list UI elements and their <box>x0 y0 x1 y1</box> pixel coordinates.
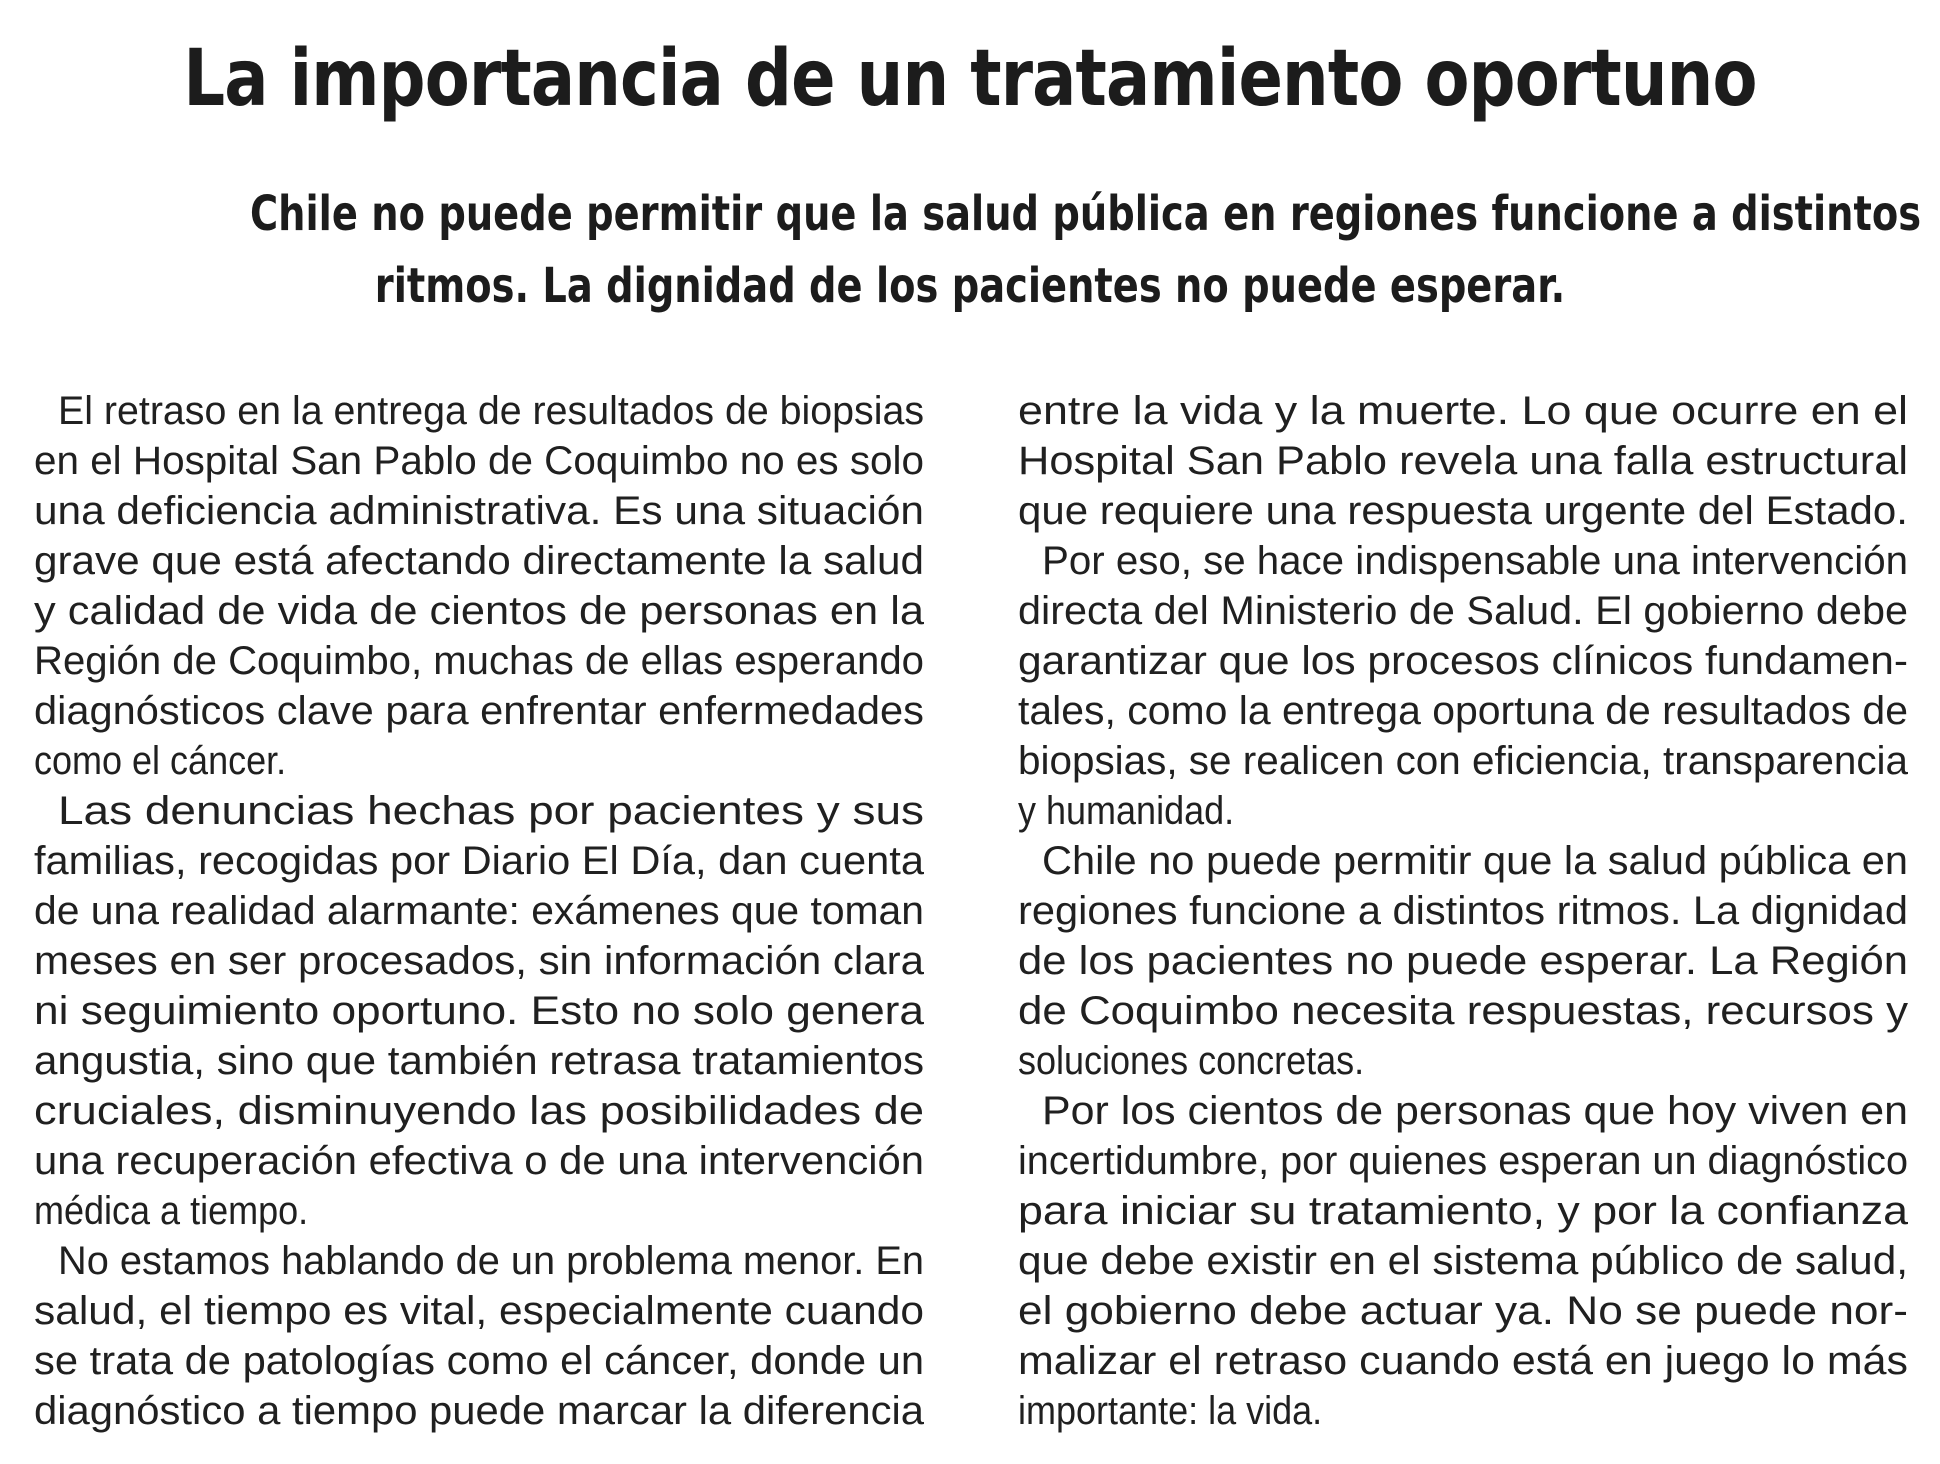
body-text-line-content: soluciones concretas. <box>1018 1039 1365 1083</box>
body-text-line <box>1018 786 1908 836</box>
body-text-line <box>34 936 924 986</box>
body-text-line <box>34 486 924 536</box>
body-text-line <box>1018 586 1908 636</box>
body-text-line-content: de Coquimbo necesita respuestas, recursos y <box>1018 989 1909 1033</box>
body-text-line-content: incertidumbre, por quienes esperan un diagnóstico <box>1018 1139 1908 1183</box>
body-text-line <box>1018 936 1908 986</box>
body-text-line-content: malizar el retraso cuando está en juego lo más <box>1018 1339 1908 1383</box>
body-text-line <box>1018 1336 1908 1386</box>
body-text-line-content: regiones funcione a distintos ritmos. La dignidad <box>1018 889 1908 933</box>
body-text-line <box>1018 486 1908 536</box>
body-text-line-content: de una realidad alarmante: exámenes que toman <box>34 889 924 933</box>
body-text-line-content: cruciales, disminuyendo las posibilidades de <box>34 1089 924 1133</box>
body-text-line <box>1018 1386 1908 1436</box>
body-text-line-content: médica a tiempo. <box>34 1189 309 1233</box>
body-text-line-content: biopsias, se realicen con eficiencia, transparencia <box>1018 739 1909 783</box>
body-text-line-content: de los pacientes no puede esperar. La Región <box>1018 939 1909 983</box>
body-text-line-content: Las denuncias hechas por pacientes y sus <box>58 789 924 833</box>
body-text-line <box>1018 436 1908 486</box>
body-text-line-content: una deficiencia administrativa. Es una situación <box>34 489 924 533</box>
body-text-line <box>34 1136 924 1186</box>
body-text-line <box>34 886 924 936</box>
body-text-line-content: que requiere una respuesta urgente del Estado. <box>1018 489 1908 533</box>
body-text-line-content: diagnósticos clave para enfrentar enfermedades <box>34 689 924 733</box>
body-text-line-content: para iniciar su tratamiento, y por la confianza <box>1018 1189 1908 1233</box>
body-text-line-content: ni seguimiento oportuno. Esto no solo genera <box>34 989 924 1033</box>
body-text-line <box>34 986 924 1036</box>
body-text-line <box>34 436 924 486</box>
body-text-line <box>1018 1236 1908 1286</box>
body-text-line <box>34 536 924 586</box>
body-text-line <box>34 736 924 786</box>
body-text-line-content: directa del Ministerio de Salud. El gobierno debe <box>1018 589 1908 633</box>
body-text-line-content: el gobierno debe actuar ya. No se puede nor- <box>1018 1289 1908 1333</box>
article-subheadline <box>250 178 1922 322</box>
body-text-line-content: grave que está afectando directamente la salud <box>34 539 924 583</box>
body-text-line-content: importante: la vida. <box>1018 1389 1323 1433</box>
body-text-line <box>1018 836 1908 886</box>
body-text-line <box>34 636 924 686</box>
body-text-line <box>1018 636 1908 686</box>
body-text-line-content: No estamos hablando de un problema menor. En <box>58 1239 925 1283</box>
body-text-line-content: Por los cientos de personas que hoy viven en <box>1042 1089 1909 1133</box>
article-headline: La importancia de un tratamiento oportuno <box>183 34 1757 124</box>
body-text-line-content: salud, el tiempo es vital, especialmente cuando <box>34 1289 924 1333</box>
body-text-line-content: garantizar que los procesos clínicos fundamen- <box>1018 639 1909 683</box>
body-text-line-content: que debe existir en el sistema público de salud, <box>1018 1239 1909 1283</box>
body-text-line <box>1018 686 1908 736</box>
body-text-line <box>34 1336 924 1386</box>
body-text-line <box>1018 736 1908 786</box>
body-text-line <box>1018 1036 1908 1086</box>
body-text-line-content: El retraso en la entrega de resultados de biopsias <box>58 389 925 433</box>
body-text-line-content: Hospital San Pablo revela una falla estructural <box>1018 439 1908 483</box>
body-text-line <box>34 1236 924 1286</box>
body-text-line <box>1018 886 1908 936</box>
body-text-line <box>1018 986 1908 1036</box>
body-text-line <box>1018 1136 1908 1186</box>
body-text-line <box>34 786 924 836</box>
body-text-line <box>1018 386 1908 436</box>
body-text-line-content: como el cáncer. <box>34 739 287 783</box>
body-text-line-content: diagnóstico a tiempo puede marcar la diferencia <box>34 1389 925 1433</box>
body-text-line <box>34 686 924 736</box>
body-text-line-content: angustia, sino que también retrasa tratamientos <box>34 1039 925 1083</box>
body-text-line-content: Región de Coquimbo, muchas de ellas esperando <box>34 639 924 683</box>
body-text-line-content: familias, recogidas por Diario El Día, dan cuenta <box>34 839 924 883</box>
body-text-line-content: Chile no puede permitir que la salud pública en <box>1042 839 1908 883</box>
article-column-right <box>1018 386 1908 1436</box>
body-text-line <box>34 1386 924 1436</box>
body-text-line <box>34 1286 924 1336</box>
body-text-line-content: entre la vida y la muerte. Lo que ocurre en el <box>1018 389 1909 433</box>
body-text-line <box>34 1036 924 1086</box>
body-text-line-content: se trata de patologías como el cáncer, donde un <box>34 1339 925 1383</box>
body-text-line-content: Por eso, se hace indispensable una intervención <box>1042 539 1908 583</box>
body-text-line <box>34 386 924 436</box>
body-text-line-content: y calidad de vida de cientos de personas en la <box>34 589 924 633</box>
body-text-line <box>34 1186 924 1236</box>
body-text-line-content: en el Hospital San Pablo de Coquimbo no es solo <box>34 439 925 483</box>
body-text-line <box>34 586 924 636</box>
subheadline-line: Chile no puede permitir que la salud pública en regiones funcione a distintos <box>250 186 1922 242</box>
subheadline-line: ritmos. La dignidad de los pacientes no puede esperar. <box>374 258 1566 314</box>
body-text-line-content: una recuperación efectiva o de una intervención <box>34 1139 925 1183</box>
body-text-line <box>34 1086 924 1136</box>
body-text-line <box>1018 1186 1908 1236</box>
body-text-line <box>1018 536 1908 586</box>
body-text-line-content: meses en ser procesados, sin información clara <box>34 939 925 983</box>
body-text-line-content: y humanidad. <box>1018 789 1235 833</box>
body-text-line <box>1018 1086 1908 1136</box>
body-text-line <box>34 836 924 886</box>
article-column-left <box>34 386 924 1436</box>
body-text-line <box>1018 1286 1908 1336</box>
body-text-line-content: tales, como la entrega oportuna de resultados de <box>1018 689 1908 733</box>
